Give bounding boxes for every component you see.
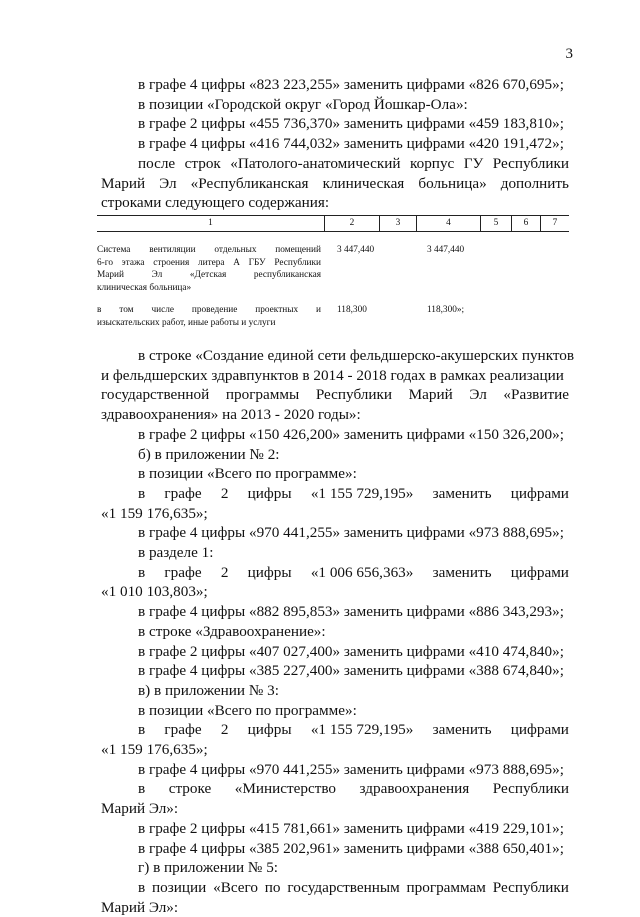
word: клиническая: [322, 174, 405, 192]
text-line-justified: [101, 720, 569, 740]
text-line-justified: [101, 563, 569, 583]
word: графе: [164, 563, 202, 581]
text-line: здравоохранения» на 2013 - 2020 годы»:: [101, 406, 361, 424]
table-header-cell: 4: [446, 218, 451, 228]
text-line: в позиции «Всего по программе»:: [138, 701, 357, 719]
word: отдельных: [214, 245, 257, 255]
text-line-justified: [101, 878, 569, 898]
table-row: [97, 304, 569, 329]
text-line: в графе 4 цифры «882 895,853» заменить цифрами «886 343,293»;: [138, 603, 564, 621]
bottom-text-block: [101, 346, 575, 917]
word: в: [138, 563, 146, 581]
word: по: [264, 878, 281, 896]
table-cell-name: [97, 244, 321, 294]
word: в: [97, 305, 102, 315]
page-number: 3: [565, 46, 573, 62]
table-cell-col4: 3 447,440: [427, 245, 465, 255]
word: программы: [225, 386, 300, 404]
word: «Всего: [213, 878, 258, 896]
word: 2: [220, 484, 229, 502]
table-header-cell: 7: [552, 218, 558, 228]
text-line: в строке «Здравоохранение»:: [138, 622, 326, 640]
top-text-block: [101, 75, 569, 213]
word: цифры: [247, 484, 292, 502]
table-cell-col2: 3 447,440: [337, 245, 375, 255]
table-cell-col4: 118,300»;: [427, 305, 465, 315]
word: государственным: [287, 878, 400, 896]
table-header-cell: 5: [493, 218, 499, 228]
text-line: в графе 2 цифры «150 426,200» заменить цифрами «150 326,200»;: [138, 425, 564, 443]
text-line: строками следующего содержания:: [101, 194, 330, 212]
word: Эл: [151, 270, 163, 280]
text-line: Марий Эл»:: [101, 898, 179, 916]
table-header-cell: 1: [208, 218, 213, 228]
table-header-row: [97, 215, 569, 232]
word: «Республиканская: [190, 174, 309, 192]
text-line: в графе 2 цифры «407 027,400» заменить цифрами «410 474,840»;: [138, 642, 564, 660]
text-line: Марий Эл»:: [101, 800, 179, 818]
text-line-justified: [101, 174, 569, 194]
amendment-table: [97, 215, 569, 329]
word: в: [138, 721, 146, 739]
text-line: в графе 4 цифры «970 441,255» заменить цифрами «973 888,695»;: [138, 524, 564, 542]
text-line: в позиции «Городской округ «Город Йошкар-Ола»:: [138, 95, 468, 113]
text-line: в графе 4 цифры «970 441,255» заменить цифрами «973 888,695»;: [138, 760, 564, 778]
word: цифрами: [510, 721, 569, 739]
text-line-justified: [101, 154, 569, 174]
word: вентиляции: [149, 245, 196, 255]
text-line: в графе 4 цифры «823 223,255» заменить цифрами «826 670,695»;: [138, 76, 564, 93]
word: ГБУ: [248, 257, 266, 268]
word: «1 155 729,195»: [310, 721, 414, 739]
word: строке: [168, 780, 212, 798]
text-line: «1 010 103,803»;: [101, 583, 208, 601]
text-line-justified: [101, 779, 569, 799]
word: цифры: [247, 721, 292, 739]
text-line: и фельдшерских здравпунктов в 2014 - 2018 годах в рамках реализации: [101, 366, 564, 384]
word: цифрами: [510, 563, 569, 581]
table-header-cell: 3: [395, 218, 401, 228]
text-line: в позиции «Всего по программе»:: [138, 465, 357, 483]
table-cell-name: [97, 304, 321, 329]
text-line-justified: [101, 484, 569, 504]
word: программам: [406, 878, 486, 896]
word: заменить: [432, 484, 492, 502]
table-cell-col2: 118,300: [337, 305, 367, 315]
cell-line: [97, 244, 321, 257]
word: «1 155 729,195»: [310, 484, 414, 502]
word: позиции: [152, 878, 207, 896]
word: Республики: [274, 257, 321, 268]
text-line: в строке «Создание единой сети фельдшерско-акушерских пунктов: [138, 347, 575, 364]
word: «Детская: [189, 270, 227, 280]
word: «Патолого-анатомический: [230, 154, 401, 172]
word: графе: [164, 721, 202, 739]
word: том: [119, 305, 134, 315]
word: в: [138, 780, 146, 798]
text-line: в графе 4 цифры «385 202,961» заменить цифрами «388 650,401»;: [138, 839, 564, 857]
cell-line: [97, 304, 321, 317]
word: литера: [197, 257, 225, 268]
text-line: в) в приложении № 3:: [138, 681, 279, 699]
word: Марий: [97, 270, 124, 280]
word: 2: [220, 563, 229, 581]
word: 6-го: [97, 257, 113, 268]
word: ГУ: [463, 154, 484, 172]
word: заменить: [432, 721, 492, 739]
cell-line: [97, 269, 321, 282]
word: Марий: [101, 174, 146, 192]
word: А: [233, 257, 240, 268]
word: здравоохранения: [359, 780, 470, 798]
table-header-cell: 2: [349, 218, 355, 228]
word: цифры: [247, 563, 292, 581]
text-line: в графе 2 цифры «415 781,661» заменить цифрами «419 229,101»;: [138, 819, 564, 837]
word: Республики: [492, 878, 569, 896]
word: числе: [151, 305, 174, 315]
word: строк: [184, 154, 221, 172]
word: графе: [164, 484, 202, 502]
text-line: в разделе 1:: [138, 544, 214, 562]
word: Эл: [469, 386, 487, 404]
word: заменить: [432, 563, 492, 581]
word: «Министерство: [234, 780, 336, 798]
word: Республики: [315, 386, 393, 404]
word: государственной: [101, 386, 210, 404]
table-row: [97, 244, 569, 294]
word: в: [138, 878, 146, 896]
word: Республики: [492, 154, 569, 172]
word: больница»: [418, 174, 487, 192]
text-line: в графе 4 цифры «416 744,032» заменить цифрами «420 191,472»;: [138, 135, 564, 153]
word: строения: [153, 257, 190, 268]
word: 2: [220, 721, 229, 739]
text-line: в графе 2 цифры «455 736,370» заменить цифрами «459 183,810»;: [138, 115, 564, 133]
text-line: в графе 4 цифры «385 227,400» заменить цифрами «388 674,840»;: [138, 662, 564, 680]
table-header-cell: 6: [523, 218, 529, 228]
word: «Развитие: [503, 386, 569, 404]
cell-line: клиническая больница»: [97, 282, 192, 293]
word: проектных: [255, 305, 299, 315]
word: корпус: [410, 154, 455, 172]
word: Система: [97, 245, 131, 255]
cell-line: изыскательских работ, иные работы и услуги: [97, 317, 276, 328]
word: в: [138, 484, 146, 502]
word: Эл: [159, 174, 177, 192]
text-line: б) в приложении № 2:: [138, 445, 280, 463]
word: Марий: [408, 386, 453, 404]
text-line: «1 159 176,635»;: [101, 741, 208, 759]
word: «1 006 656,363»: [310, 563, 414, 581]
word: Республики: [492, 780, 569, 798]
word: дополнить: [500, 174, 569, 192]
word: этажа: [121, 257, 145, 268]
word: после: [138, 154, 176, 172]
text-line-justified: [101, 385, 569, 405]
word: республиканская: [253, 270, 321, 280]
word: и: [316, 305, 321, 315]
word: проведение: [191, 305, 238, 315]
text-line: «1 159 176,635»;: [101, 504, 208, 522]
word: цифрами: [510, 484, 569, 502]
word: помещений: [275, 245, 321, 255]
cell-line: [97, 257, 321, 270]
text-line: г) в приложении № 5:: [138, 859, 279, 877]
